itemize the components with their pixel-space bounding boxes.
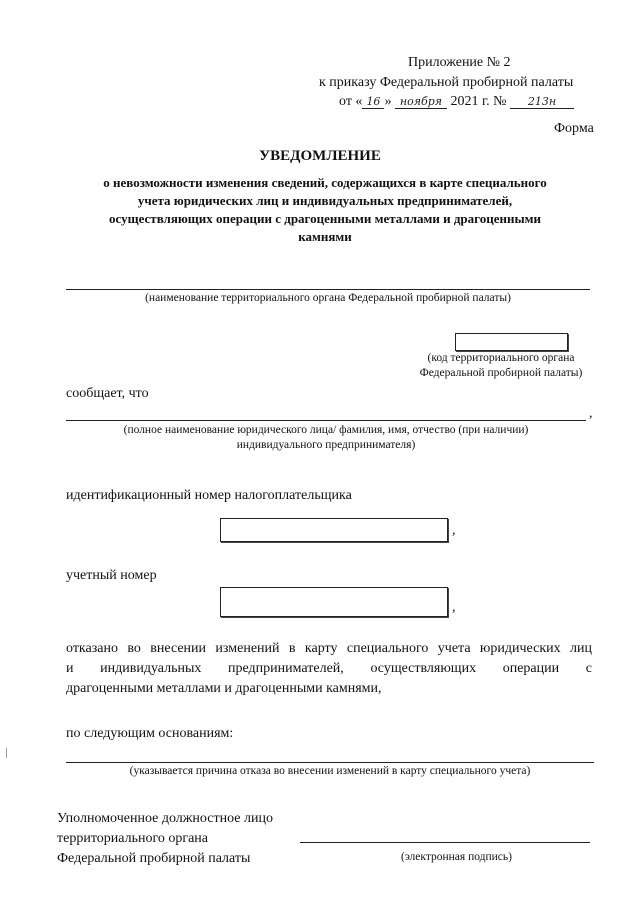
refusal-line-3: драгоценными металлами и драгоценными камнями, — [66, 681, 382, 696]
subtitle-line-3: осуществляющих операции с драгоценными металлами и драгоценными — [109, 211, 541, 226]
entity-line-comma: , — [589, 406, 593, 421]
reason-line[interactable] — [66, 762, 594, 763]
official-title-line-3: Федеральной пробирной палаты — [57, 851, 251, 866]
code-caption-line-2: Федеральной пробирной палаты) — [419, 367, 583, 379]
document-title: УВЕДОМЛЕНИЕ — [259, 148, 381, 164]
reports-that-label: сообщает, что — [66, 386, 149, 401]
order-number: 213н — [510, 95, 574, 109]
territorial-organ-line[interactable] — [66, 289, 590, 290]
account-number-input-box[interactable] — [220, 587, 448, 617]
date-day: 16 — [362, 95, 384, 109]
order-reference: к приказу Федеральной пробирной палаты — [319, 75, 574, 90]
inn-comma: , — [452, 523, 456, 538]
subtitle-line-1: о невозможности изменения сведений, содержащихся в карте специального — [103, 175, 547, 190]
entity-name-line[interactable] — [66, 420, 586, 421]
refusal-line-1: отказано во внесении изменений в карту специального учета юридических лиц — [66, 641, 592, 656]
scan-mark — [6, 748, 7, 758]
territorial-organ-code-box[interactable] — [455, 333, 568, 351]
reason-caption: (указывается причина отказа во внесении изменений в карту специального учета) — [129, 765, 531, 777]
order-date-line — [339, 94, 574, 110]
entity-caption-line-2: индивидуального предпринимателя) — [236, 439, 416, 451]
inn-label: идентификационный номер налогоплательщика — [66, 488, 352, 503]
appendix-number: Приложение № 2 — [408, 55, 511, 70]
official-title-line-1: Уполномоченное должностное лицо — [57, 811, 273, 826]
territorial-organ-caption: (наименование территориального органа Федеральной пробирной палаты) — [145, 292, 511, 304]
refusal-line-2: и индивидуальных предпринимателей, осуществляющих операции с — [66, 661, 592, 676]
date-month: ноября — [395, 95, 447, 109]
entity-caption-line-1: (полное наименование юридического лица/ фамилия, имя, отчество (при наличии) — [123, 424, 529, 436]
account-number-comma: , — [452, 600, 456, 615]
form-label: Форма — [554, 121, 594, 136]
signature-caption: (электронная подпись) — [401, 851, 512, 863]
official-title-line-2: территориального органа — [57, 831, 209, 846]
code-caption-line-1: (код территориального органа — [427, 352, 575, 364]
grounds-label: по следующим основаниям: — [66, 726, 234, 741]
subtitle-line-4: камнями — [298, 229, 352, 244]
date-year: 2021 г. № — [450, 94, 507, 109]
account-number-label: учетный номер — [66, 568, 157, 583]
signature-line[interactable] — [300, 842, 590, 843]
date-separator: » — [384, 94, 392, 109]
date-prefix: от « — [339, 94, 363, 109]
inn-input-box[interactable] — [220, 518, 448, 542]
subtitle-line-2: учета юридических лиц и индивидуальных предпринимателей, — [137, 193, 513, 208]
